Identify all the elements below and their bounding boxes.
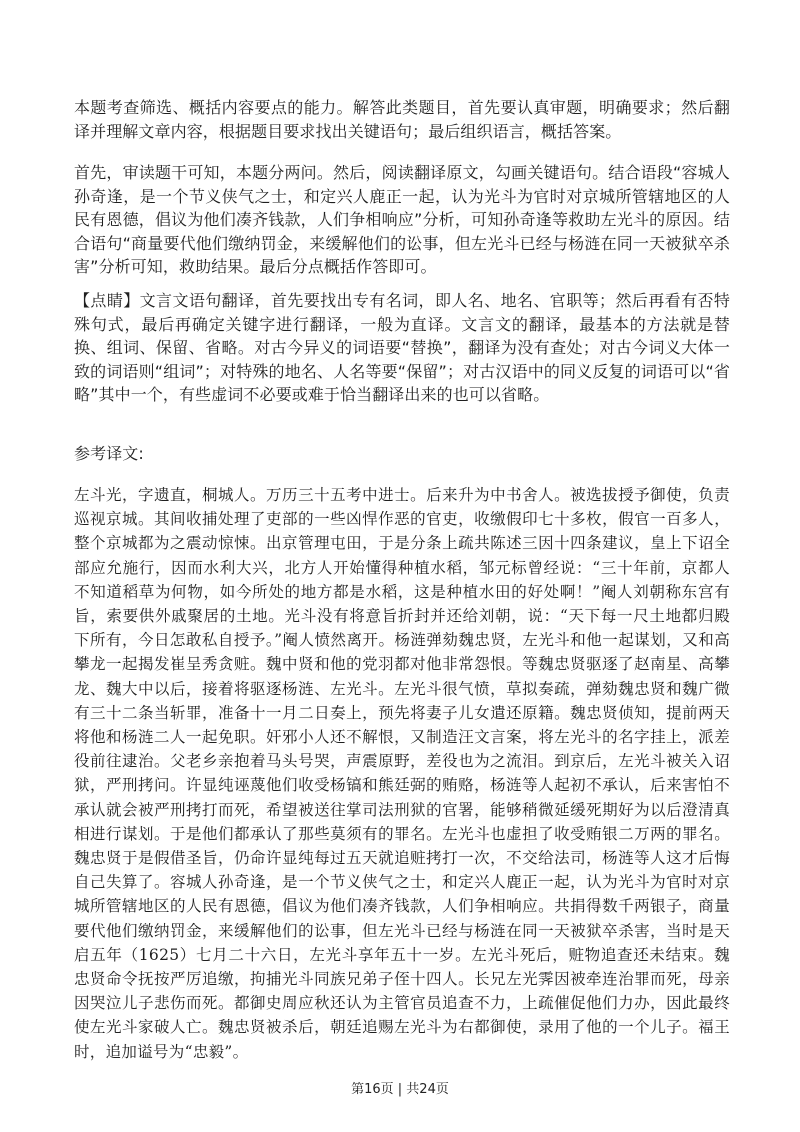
translation-heading: 参考译文: <box>74 444 144 463</box>
method-paragraph: 首先，审读题干可知，本题分两问。然后，阅读翻译原文，勾画关键语句。结合语段“容城人孙奇逢，是一个节义侠气之士，和定兴人鹿正一起，认为光斗为官时对京城所管辖地区的人民有恩德，倡议为他们凑齐钱款，人们争相响应”分析，可知孙奇逢等救助左光斗的原因。结合语句“商量要代他们缴纳罚金，来缓解他们的讼事，但左光斗已经与杨涟在同一天被狱卒杀害”分析可知，救助结果。最后分点概括作答即可。 <box>74 163 730 276</box>
analysis-paragraph: 本题考查筛选、概括内容要点的能力。解答此类题目，首先要认真审题，明确要求；然后翻译并理解文章内容，根据题目要求找出关键语句；最后组织语言，概括答案。 <box>74 98 730 141</box>
translation-paragraph: 左斗光，字遗直，桐城人。万历三十五考中进士。后来升为中书舍人。被选拔授予御使，负责巡视京城。其间收捕处理了吏部的一些凶悍作恶的官吏，收缴假印七十多枚，假官一百多人，整个京城都为之震动惊悚。出京管理屯田，于是分条上疏共陈述三因十四条建议，皇上下诏全部应允施行，因而水利大兴，北方人开始懂得种植水稻，邹元标曾经说：“三十年前，京都人不知道稻草为何物，如今所处的地方都是水稻，这是种植水田的好处啊！”阉人刘朝称东宫有旨，索要供外戚聚居的土地。光斗没有将意旨折封并还给刘朝，说：“天下每一尺土地都归殿下所有，今日怎敢私自授予。”阉人愤然离开。杨涟弹劾魏忠贤，左光斗和他一起谋划，又和高攀龙一起揭发崔呈秀贪赃。魏中贤和他的党羽都对他非常怨恨。等魏忠贤驱逐了赵南星、高攀龙、魏大中以后，接着将驱逐杨涟、左光斗。左光斗很气愤，草拟奏疏，弹劾魏忠贤和魏广微有三十二条当斩罪，准备十一月二日奏上，预先将妻子儿女遣还原籍。魏忠贤侦知，提前两天将他和杨涟二人一起免职。奸邪小人还不解恨，又制造汪文言案，将左光斗的名字挂上，派差役前往逮治。父老乡亲抱着马头号哭，声震原野，差役也为之流泪。到京后，左光斗被关入诏狱，严刑拷问。许显纯诬蔑他们收受杨镐和熊廷弼的贿赂，杨涟等人起初不承认，后来害怕不承认就会被严刑拷打而死，希望被送往掌司法刑狱的官署，能够稍微延缓死期好为以后澄清真相进行谋划。于是他们都承认了那些莫须有的罪名。左光斗也虚担了收受贿银二万两的罪名。魏忠贤于是假借圣旨，仍命许显纯每过五天就追赃拷打一次，不交给法司，杨涟等人这才后悔自己失算了。容城人孙奇逢，是一个节义侠气之士，和定兴人鹿正一起，认为光斗为官时对京城所管辖地区的人民有恩德，倡议为他们凑齐钱款，人们争相响应。共捐得数千两银子，商量要代他们缴纳罚金，来缓解他们的讼事，但左光斗已经与杨涟在同一天被狱卒杀害，当时是天启五年（1625）七月二十六日，左光斗享年五十一岁。左光斗死后，赃物追查还未结束。魏忠贤命令抚按严厉追缴，拘捕光斗同族兄弟子侄十四人。长兄左光霁因被牵连治罪而死，母亲因哭泣儿子悲伤而死。都御史周应秋还认为主管官员追查不力，上疏催促他们力办，因此最终使左光斗家破人亡。魏忠贤被杀后，朝廷追赐左光斗为右都御使，录用了他的一个儿子。福王时，追加谥号为“忠毅”。 <box>74 486 730 1061</box>
key-point-paragraph: 【点睛】文言文语句翻译，首先要找出专有名词，即人名、地名、官职等；然后再看有否特殊句式，最后再确定关键字进行翻译，一般为直译。文言文的翻译，最基本的方法就是替换、组词、保留、省略。对古今异义的词语要“替换”，翻译为没有查处；对古今词义大体一致的词语则“组词”；对特殊的地名、人名等要“保留”；对古汉语中的同义反复的词语可以“省略”其中一个，有些虚词不必要或难于恰当翻译出来的也可以省略。 <box>74 291 730 404</box>
page-number-footer: 第16页 | 共24页 <box>351 1082 449 1097</box>
